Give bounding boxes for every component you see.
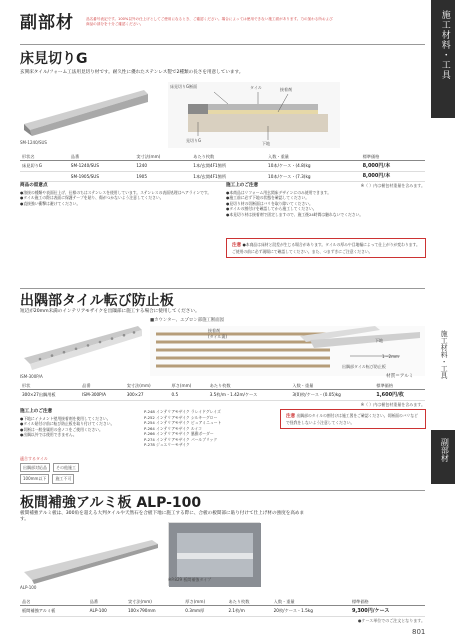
spec-table-3: 品名 品番 実寸法(mm) 厚さ(mm) あたり枚数 入数・重量 標準価格 板間補強アルミ板 ALP-100 100×790mm 0.3mm厚 2.1枚/m 20枚/ケース・1.5kg 9,300円/ケース ●ケース単位でのご注文となります。 — [22, 599, 425, 623]
diagram-label: 下地 — [262, 141, 270, 146]
divider — [20, 288, 425, 289]
usage-caption: ※P.829 板間補強タイプ — [168, 577, 212, 582]
notes-heading: 商品の留意点 — [20, 183, 48, 188]
product-photo — [20, 528, 160, 584]
caution-box — [280, 409, 426, 429]
diagram-label: 下地 — [375, 338, 383, 343]
spec-table-1: 形状名 品番 実寸法(mm) あたり枚数 入数・重量 標準価格 床見切りG SM-1240/SUS 1240 1本/玄関4F1箇所 10本/ケース・(4.8)kg 8,000円/本 SM-1905/SUS 1905 1本/玄関4F1箇所 10本/ケース・(7.3)kg 8,000円/本 ※（ ）内は梱包材重量を含みます。 — [22, 154, 425, 189]
notes-box: 商品の留意点 ●溶接の種類や表面仕上げ、仕様のちはステンレスを使用しています。ステンレスの表面処理はヘアラインです。 ●タイル施工の際は表面に保護テープを貼り、傷がつかないよう注意してください。 ●直接強い衝撃は避けてください。 — [20, 183, 216, 206]
table-row: 板間補強アルミ板 ALP-100 100×790mm 0.3mm厚 2.1枚/m 20枚/ケース・1.5kg 9,300円/ケース — [20, 606, 425, 617]
section-title: 床見切りG — [20, 51, 88, 67]
table-row: 300×27出隅用板 ISM-300P/A 300×27 0.5 3.5枚/m・1.42m/ケース 3(0)枚/ケース・(0.05)kg 1,600円/枚 — [20, 390, 425, 401]
notes-heading: 施工上のご注意 — [20, 409, 53, 414]
section-diagram — [168, 82, 340, 148]
page-header — [20, 12, 430, 42]
section-title: 出隅部タイル転び防止板 — [20, 293, 174, 309]
side-mid-label: 施工材料・工具 — [440, 330, 449, 379]
page-number: 801 — [412, 628, 426, 636]
page-title: 副部材 — [20, 13, 74, 33]
table-note: ※（ ）内は梱包材重量を含みます。 — [360, 183, 425, 189]
caution-text: 出隅部のタイルの割付けは施工図をご確認ください。切断面のバリなどで怪我をしないよう注意してください。 — [286, 413, 418, 425]
diagram-caption: ■カウンター、エプロン部施工断面図 — [150, 318, 225, 323]
section-title: 板間補強アルミ板 ALP-100 — [20, 495, 202, 511]
caution-text: ●本商品は床材と段差が生じる場合があります。タイルの厚みや目地幅によって仕上がりが変わります。ご使用の前に必ず現場にて確認してください。また、つまずきにご注意ください。 — [232, 242, 420, 254]
notes-heading: 施工上のご注意 — [226, 183, 259, 188]
legend-title: 適合するタイル — [20, 456, 48, 461]
legend-box: 適合するタイル 出隅部対応品 その他施工 100mm以下 施工不可 — [20, 456, 130, 484]
caution-tag: 注意 — [286, 414, 296, 419]
aluminum-plate-image — [20, 528, 160, 584]
side-tab[interactable] — [431, 0, 455, 118]
divider — [20, 44, 425, 45]
table-row: 床見切りG SM-1240/SUS 1240 1本/玄関4F1箇所 10本/ケース・(4.8)kg 8,000円/本 — [20, 161, 425, 172]
diagram-label: 出隅部タイル転び防止板 — [342, 364, 386, 369]
diagram-label: タイル — [250, 85, 262, 90]
header-note: 品名番号表記です。100%以外の仕上げとしてご使用になるとき、ご確認ください。場合によっては使用できない施工面があります。力の加わる所および商品の部分を十分ご確認ください。 — [86, 17, 333, 26]
install-notes: 施工上のご注意 ●本商品はリフォーム用玄関床デザインにのみ使用できます。 ●施工前に必ず下地の状態を確認してください。 ●見切り材の切断面はバリを取り除いてください。 ●タイルの割付けを確認してから施工してください。 ●本見切り材は接着剤で固定しますので、施工後24時間は触れないでください。 — [226, 183, 426, 217]
photo-caption: SM-1240/SUS — [20, 140, 47, 145]
diagram-label: 接着剤 — [280, 87, 292, 92]
side-tab-label: 施工材料・工具 — [439, 10, 450, 80]
photo-caption: ISM-300P/A — [20, 374, 43, 379]
table-note: ●ケース単位でのご注文となります。 — [358, 617, 425, 623]
diagram-label: 接着剤 — [208, 328, 220, 333]
diagram-label: 床見切りG断面 — [170, 84, 198, 89]
side-mid-tab[interactable] — [431, 300, 455, 420]
install-notes: 施工上のご注意 ●下地にイナメント壁用接着剤を使用してください。 ●タイル貼付け前に転び防止板を取り付けてください。 ●切断は一般金属用の金ノコをご使用ください。 ●出隅以外では使用できません。 — [20, 409, 130, 438]
section-desc: 短辺が20mm未満のインテリアモザイクを出隅部に施工する場合に使用してください。 — [20, 309, 200, 314]
caution-box — [226, 238, 426, 258]
material-label: 材質＝アルミ — [386, 374, 414, 379]
photo-caption: ALP-100 — [20, 585, 37, 590]
caution-tag: 注意 — [232, 243, 242, 248]
product-photo — [20, 318, 146, 370]
divider — [20, 490, 425, 491]
perforated-plate-image — [20, 318, 146, 370]
side-low-tab[interactable] — [431, 430, 455, 484]
section-desc: 玄関床タイル/フォーム工法用見切り材です。耐久性に優れたステンレス製で2種類の長さを用意しています。 — [20, 70, 244, 75]
diagram-label: (タイル裏) — [208, 334, 228, 339]
spec-table-2: 形状 品番 実寸法(mm) 厚さ(mm) あたり枚数 入数・重量 標準価格 300×27出隅用板 ISM-300P/A 300×27 0.5 3.5枚/m・1.42m/ケース 3(0)枚/ケース・(0.05)kg 1,600円/枚 ※（ ）内は梱包材重量を含みます。 — [22, 383, 425, 407]
diagram-label: 1〜2mm — [382, 354, 399, 359]
diagram-label: 見切りG — [186, 138, 202, 143]
side-low-label: 副部材 — [440, 438, 450, 462]
table-note: ※（ ）内は梱包材重量を含みます。 — [360, 401, 425, 407]
table-row: SM-1905/SUS 1905 1本/玄関4F1箇所 10本/ケース・(7.3)kg 8,000円/本 — [20, 171, 425, 182]
product-photo — [20, 80, 150, 136]
floor-trim-image — [20, 80, 150, 136]
compatible-tile-list: P-248 インテリアモザイク ラレイドグレイズ P-252 インテリアモザイク シルキーグロー P-254 インテリアモザイク ピュアミニュート P-264 インテリアモザイク ルイコ P-266 インテリアモザイク 風雅ボーダー P-274 インテリアモザイク パールブリック P-278 ジュエリーモザイク — [144, 409, 222, 447]
install-diagram — [150, 326, 425, 376]
section-desc: 板間補強アルミ板は、300角を超える大判タイルや天然石を合板下地に施工する際に、合板の板間部に貼り付けて仕上げ材の強度を高めます。 — [20, 511, 305, 522]
